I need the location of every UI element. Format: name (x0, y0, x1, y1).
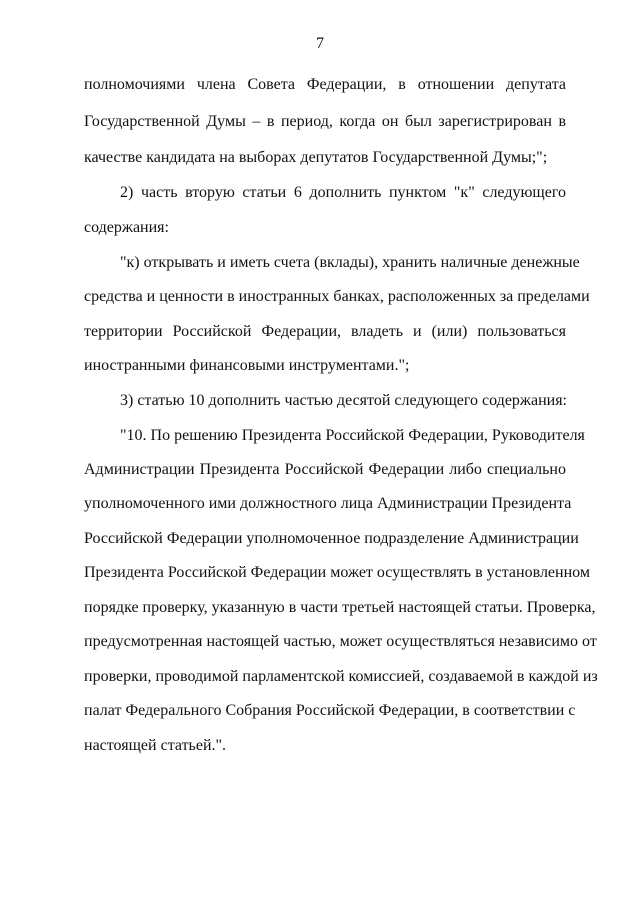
text-line: "к) открывать и иметь счета (вклады), хранить наличные денежные (120, 254, 580, 271)
text-line: Государственной Думы – в период, когда он был зарегистрирован в (84, 113, 566, 130)
text-line: палат Федерального Собрания Российской Федерации, в соответствии с (84, 702, 576, 719)
text-line: Президента Российской Федерации может осуществлять в установленном (84, 564, 590, 581)
text-line: уполномоченного ими должностного лица Администрации Президента (84, 495, 572, 512)
text-line: содержания: (84, 219, 169, 236)
text-line: Российской Федерации уполномоченное подразделение Администрации (84, 530, 579, 547)
text-line: предусмотренная настоящей частью, может осуществляться независимо от (84, 633, 597, 650)
text-line: территории Российской Федерации, владеть и (или) пользоваться (84, 323, 566, 340)
text-line: порядке проверку, указанную в части третьей настоящей статьи. Проверка, (84, 599, 596, 616)
text-line: настоящей статьей.". (84, 737, 227, 754)
text-line: проверки, проводимой парламентской комиссией, создаваемой в каждой из (84, 668, 598, 685)
text-line: Администрации Президента Российской Федерации либо специально (84, 461, 566, 478)
text-line: полномочиями члена Совета Федерации, в отношении депутата (84, 76, 566, 93)
page-number: 7 (316, 35, 324, 52)
text-line: средства и ценности в иностранных банках, расположенных за пределами (84, 288, 590, 305)
text-line: качестве кандидата на выборах депутатов Государственной Думы;"; (84, 149, 548, 166)
text-line: иностранными финансовыми инструментами."; (84, 357, 410, 374)
text-line: 3) статью 10 дополнить частью десятой следующего содержания: (120, 392, 567, 409)
text-line: 2) часть вторую статьи 6 дополнить пунктом "к" следующего (120, 184, 566, 201)
text-line: "10. По решению Президента Российской Федерации, Руководителя (120, 427, 585, 444)
